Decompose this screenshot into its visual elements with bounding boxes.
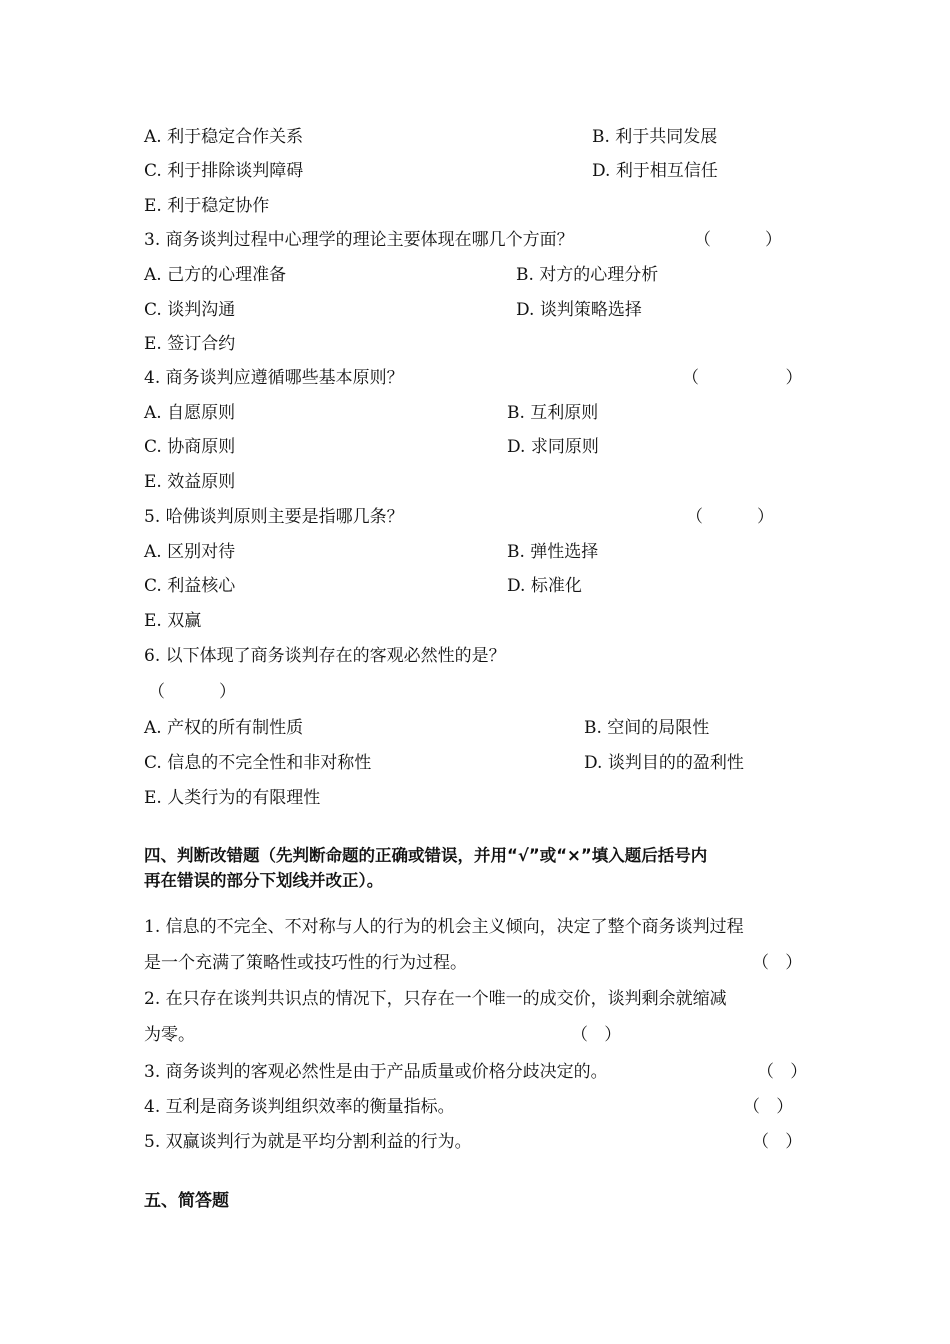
q2-option-c: C. 利于排除谈判障碍 [144,161,304,181]
judge-item-3: 3. 商务谈判的客观必然性是由于产品质量或价格分歧决定的。 [144,1062,608,1082]
judge-item-3-paren: （ ） [757,1062,808,1082]
q5-option-b: B. 弹性选择 [507,542,599,562]
section5-heading: 五、简答题 [144,1191,229,1211]
q5-option-e: E. 双赢 [144,611,202,631]
q5-answer-paren: （ ） [686,507,775,527]
q2-option-e: E. 利于稳定协作 [144,196,270,216]
q3-option-a: A. 己方的心理准备 [144,265,287,285]
q5-option-c: C. 利益核心 [144,576,236,596]
q6-option-d: D. 谈判目的的盈利性 [584,753,744,773]
q2-option-d: D. 利于相互信任 [592,161,718,181]
q4-option-c: C. 协商原则 [144,437,236,457]
judge-item-4-paren: （ ） [743,1097,794,1117]
q6-option-a: A. 产权的所有制性质 [144,718,304,738]
judge-item-2-paren: （ ） [571,1025,622,1045]
judge-item-5-paren: （ ） [752,1132,803,1152]
judge-item-2-line2: 为零。 [144,1025,195,1045]
q3-option-e: E. 签订合约 [144,334,236,354]
judge-item-4: 4. 互利是商务谈判组织效率的衡量指标。 [144,1097,455,1117]
judge-item-1-line2: 是一个充满了策略性或技巧性的行为过程。 [144,953,467,973]
q2-option-b: B. 利于共同发展 [592,127,718,147]
section4-heading-line2: 再在错误的部分下划线并改正）。 [144,871,384,890]
q4-question: 4. 商务谈判应遵循哪些基本原则？ [144,368,404,388]
q3-question: 3. 商务谈判过程中心理学的理论主要体现在哪几个方面？ [144,230,574,250]
q3-answer-paren: （ ） [694,230,783,250]
q3-option-b: B. 对方的心理分析 [516,265,659,285]
q6-option-e: E. 人类行为的有限理性 [144,788,321,808]
q4-answer-paren: （ ） [682,368,803,388]
q6-option-c: C. 信息的不完全性和非对称性 [144,753,372,773]
q6-question: 6. 以下体现了商务谈判存在的客观必然性的是？ [144,646,506,666]
q4-option-a: A. 自愿原则 [144,403,236,423]
q4-option-e: E. 效益原则 [144,472,236,492]
q3-option-d: D. 谈判策略选择 [516,300,642,320]
q6-answer-paren: （ ） [148,682,237,702]
section4-heading-line1: 四、判断改错题（先判断命题的正确或错误，并用“√”或“×”填入题后括号内 [144,846,708,865]
q4-option-b: B. 互利原则 [507,403,599,423]
q5-option-d: D. 标准化 [507,576,582,596]
q5-question: 5. 哈佛谈判原则主要是指哪几条？ [144,507,404,527]
q6-option-b: B. 空间的局限性 [584,718,710,738]
q5-option-a: A. 区别对待 [144,542,236,562]
judge-item-2-line1: 2. 在只存在谈判共识点的情况下，只存在一个唯一的成交价，谈判剩余就缩减 [144,989,727,1009]
judge-item-5: 5. 双赢谈判行为就是平均分割利益的行为。 [144,1132,472,1152]
q2-option-a: A. 利于稳定合作关系 [144,127,304,147]
q3-option-c: C. 谈判沟通 [144,300,236,320]
judge-item-1-line1: 1. 信息的不完全、不对称与人的行为的机会主义倾向，决定了整个商务谈判过程 [144,917,744,937]
judge-item-1-paren: （ ） [752,953,803,973]
q4-option-d: D. 求同原则 [507,437,599,457]
